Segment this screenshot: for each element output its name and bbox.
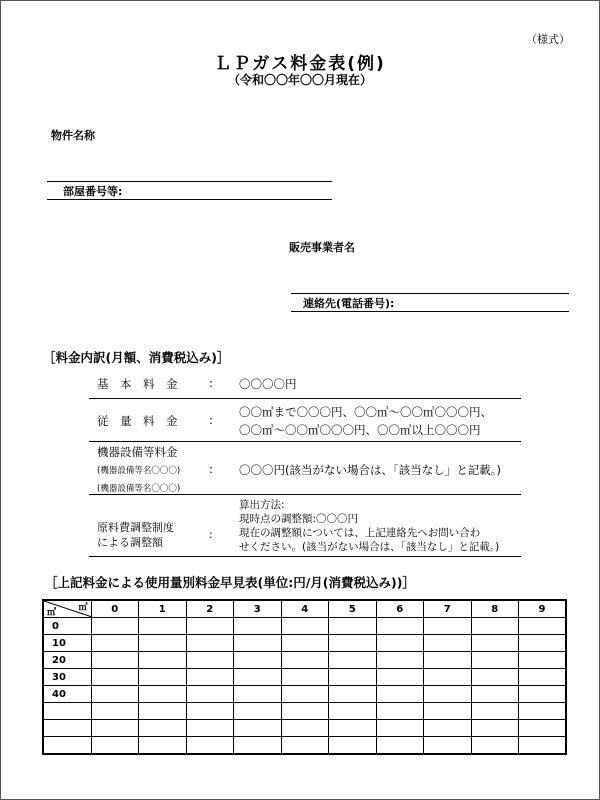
table-row (43, 669, 566, 686)
column-header: 2 (186, 600, 234, 618)
rate-cell (234, 618, 282, 635)
rate-cell (186, 720, 234, 737)
rate-cell (186, 635, 234, 652)
equipment-fee-colon: : (209, 462, 213, 476)
row-header: 0 (43, 618, 91, 635)
breakdown-heading: ［料金内訳(月額、消費税込み)］ (43, 350, 230, 365)
form-label: （様式） (526, 33, 570, 46)
table-body (43, 618, 566, 755)
column-header: 4 (281, 600, 329, 618)
rate-cell (186, 618, 234, 635)
rate-cell (471, 703, 519, 720)
rate-cell (519, 652, 567, 669)
rate-cell (281, 703, 329, 720)
rate-cell (424, 618, 472, 635)
table-row (43, 737, 566, 755)
column-header: 3 (234, 600, 282, 618)
equipment-fee-row (89, 444, 521, 492)
rate-cell (329, 703, 377, 720)
adjustment-method: 算出方法: (239, 499, 285, 511)
rate-cell (471, 635, 519, 652)
rate-cell (424, 686, 472, 703)
rate-cell (329, 669, 377, 686)
page-title: ＬＰガス料金表(例) (214, 54, 386, 74)
rate-cell (519, 737, 567, 755)
equipment-item-1: (機器設備等名〇〇〇) (97, 466, 181, 476)
adjustment-note-2: せください。(該当がない場合は、「該当なし」と記載。) (239, 541, 500, 553)
rate-cell (91, 737, 139, 755)
room-number-line (47, 199, 332, 200)
adjustment-label-2: による調整額 (97, 536, 163, 549)
divider (89, 398, 521, 399)
rate-cell (376, 635, 424, 652)
rate-cell (281, 737, 329, 755)
rate-cell (329, 618, 377, 635)
column-header: 0 (91, 600, 139, 618)
rate-cell (91, 720, 139, 737)
equipment-fee-label: 機器設備等料金 (97, 445, 178, 459)
rate-cell (139, 652, 187, 669)
rate-cell (519, 635, 567, 652)
table-row (43, 652, 566, 669)
rate-cell (186, 686, 234, 703)
contact-label: 連絡先(電話番号): (303, 297, 395, 310)
rate-cell (471, 618, 519, 635)
table-row (43, 618, 566, 635)
basic-fee-row (89, 376, 521, 396)
rate-cell (424, 720, 472, 737)
rate-cell (281, 652, 329, 669)
rate-cell (281, 720, 329, 737)
table-row (43, 703, 566, 720)
rate-cell (376, 720, 424, 737)
rate-cell (471, 652, 519, 669)
rate-cell (234, 703, 282, 720)
rate-cell (234, 652, 282, 669)
adjustment-colon: : (209, 529, 213, 541)
rate-cell (91, 669, 139, 686)
rate-cell (471, 669, 519, 686)
room-number-label: 部屋番号等: (63, 185, 123, 198)
adjustment-row (89, 497, 521, 555)
usage-fee-colon: : (209, 413, 213, 427)
rate-cell (424, 635, 472, 652)
rate-quick-table (42, 599, 567, 755)
rate-cell (329, 686, 377, 703)
usage-fee-line1: 〇〇㎥まで〇〇〇円、〇〇㎥～〇〇㎥〇〇〇円、 (239, 405, 492, 419)
column-header: 9 (519, 600, 567, 618)
quick-table-heading: ［上記料金による使用量別料金早見表(単位:円/月(消費税込み))］ (45, 575, 415, 590)
usage-fee-line2: 〇〇㎥～〇〇㎥〇〇〇円、〇〇㎥以上〇〇〇円 (239, 423, 481, 437)
rate-cell (234, 686, 282, 703)
rate-cell (139, 737, 187, 755)
basic-fee-label: 基 本 料 金 (97, 377, 178, 391)
column-header: 5 (329, 600, 377, 618)
rate-cell (234, 737, 282, 755)
table-row (43, 686, 566, 703)
rate-cell (329, 737, 377, 755)
rate-cell (424, 703, 472, 720)
table-corner-cell (43, 600, 91, 618)
rate-cell (281, 686, 329, 703)
rate-cell (91, 635, 139, 652)
corner-unit-top: ㎥ (78, 603, 88, 613)
rate-cell (186, 703, 234, 720)
rate-cell (376, 686, 424, 703)
equipment-fee-value: 〇〇〇円(該当がない場合は、「該当なし」と記載。) (239, 463, 501, 477)
column-header: 6 (376, 600, 424, 618)
basic-fee-colon: : (209, 376, 213, 390)
property-name-line (47, 181, 332, 182)
rate-cell (91, 703, 139, 720)
property-name-label: 物件名称 (51, 129, 95, 142)
rate-cell (186, 669, 234, 686)
row-header: 10 (43, 635, 91, 652)
equipment-item-2: (機器設備等名〇〇〇) (97, 484, 181, 494)
rate-cell (424, 737, 472, 755)
rate-cell (139, 618, 187, 635)
rate-cell (424, 669, 472, 686)
adjustment-label-1: 原料費調整制度 (97, 521, 174, 534)
rate-cell (139, 669, 187, 686)
rate-cell (186, 737, 234, 755)
rate-cell (329, 720, 377, 737)
row-header: 40 (43, 686, 91, 703)
adjustment-note-1: 現在の調整額については、上記連絡先へお問い合わ (239, 527, 481, 539)
rate-cell (234, 669, 282, 686)
rate-cell (281, 669, 329, 686)
corner-unit-bottom: ㎥ (47, 608, 57, 618)
rate-cell (471, 737, 519, 755)
divider (89, 556, 521, 557)
rate-cell (186, 652, 234, 669)
rate-cell (376, 737, 424, 755)
row-header: 30 (43, 669, 91, 686)
rate-cell (376, 703, 424, 720)
table-row (43, 720, 566, 737)
rate-cell (139, 720, 187, 737)
row-header (43, 720, 91, 737)
rate-cell (329, 652, 377, 669)
rate-cell (471, 720, 519, 737)
divider (89, 441, 521, 442)
seller-name-label: 販売事業者名 (289, 241, 355, 254)
usage-fee-row (89, 404, 521, 440)
rate-cell (519, 720, 567, 737)
column-header: 1 (139, 600, 187, 618)
divider (89, 494, 521, 495)
rate-cell (139, 635, 187, 652)
rate-cell (281, 618, 329, 635)
row-header: 20 (43, 652, 91, 669)
rate-cell (519, 669, 567, 686)
rate-cell (139, 703, 187, 720)
table-row (43, 635, 566, 652)
row-header (43, 737, 91, 755)
rate-cell (519, 703, 567, 720)
rate-cell (519, 686, 567, 703)
rate-cell (471, 686, 519, 703)
column-header: 7 (424, 600, 472, 618)
rate-cell (139, 686, 187, 703)
adjustment-current-amount: 現時点の調整額:〇〇〇円 (239, 513, 359, 525)
contact-line (291, 311, 569, 312)
basic-fee-value: 〇〇〇〇円 (239, 377, 297, 391)
rate-cell (376, 669, 424, 686)
rate-cell (234, 635, 282, 652)
row-header (43, 703, 91, 720)
seller-name-line (291, 293, 569, 294)
rate-cell (519, 618, 567, 635)
rate-cell (91, 686, 139, 703)
rate-cell (424, 652, 472, 669)
rate-cell (281, 635, 329, 652)
column-header: 8 (471, 600, 519, 618)
page-subtitle: （令和〇〇年〇〇月現在） (227, 73, 372, 87)
rate-cell (329, 635, 377, 652)
rate-cell (91, 618, 139, 635)
rate-cell (234, 720, 282, 737)
usage-fee-label: 従 量 料 金 (97, 414, 178, 428)
rate-cell (376, 618, 424, 635)
table-header-row (43, 600, 566, 618)
rate-cell (91, 652, 139, 669)
rate-cell (376, 652, 424, 669)
